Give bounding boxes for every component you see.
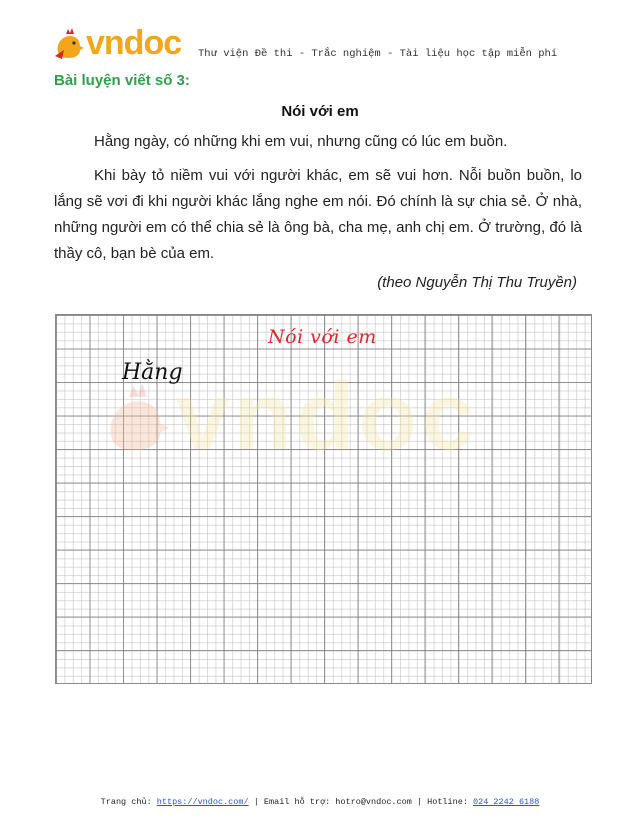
footer-home-link[interactable]: https://vndoc.com/ bbox=[156, 797, 249, 807]
page-footer bbox=[0, 797, 640, 807]
header-tagline: Thư viện Đề thi - Trắc nghiệm - Tài liệu học tập miễn phí bbox=[198, 48, 558, 60]
story-attribution: (theo Nguyễn Thị Thu Truyền) bbox=[377, 274, 577, 291]
footer-home-label: Trang chủ: bbox=[100, 797, 157, 807]
vndoc-logo[interactable] bbox=[52, 26, 182, 62]
watermark-text: vndoc bbox=[176, 363, 479, 470]
page-header bbox=[0, 0, 640, 70]
watermark-rooster-icon bbox=[98, 374, 178, 464]
story-paragraph-2: Khi bày tỏ niềm vui với người khác, em sẽ vui hơn. Nỗi buồn buồn, lo lắng sẽ vơi đi khi người khác lắng nghe em nói. Đó chính là sự chia sẻ. Ở nhà, những người em có thể chia sẻ là ông bà, cha mẹ, anh chị em. Ở trường, đó là thầy cô, bạn bè của em. bbox=[54, 167, 582, 262]
story-paragraph-1: Hằng ngày, có những khi em vui, nhưng cũng có lúc em buồn. bbox=[94, 133, 508, 150]
story-title: Nói với em bbox=[281, 103, 359, 120]
footer-hotline-link[interactable]: 024 2242 6188 bbox=[473, 797, 540, 807]
rooster-icon bbox=[52, 26, 88, 62]
section-title: Bài luyện viết số 3: bbox=[54, 72, 190, 89]
footer-support-text: | Email hỗ trợ: hotro@vndoc.com | Hotline: bbox=[248, 797, 474, 807]
cursive-sample-title: Nói với em bbox=[268, 326, 377, 348]
vndoc-watermark bbox=[98, 363, 528, 470]
logo-text: vndoc bbox=[86, 24, 182, 62]
cursive-sample-word: Hằng bbox=[122, 360, 183, 385]
